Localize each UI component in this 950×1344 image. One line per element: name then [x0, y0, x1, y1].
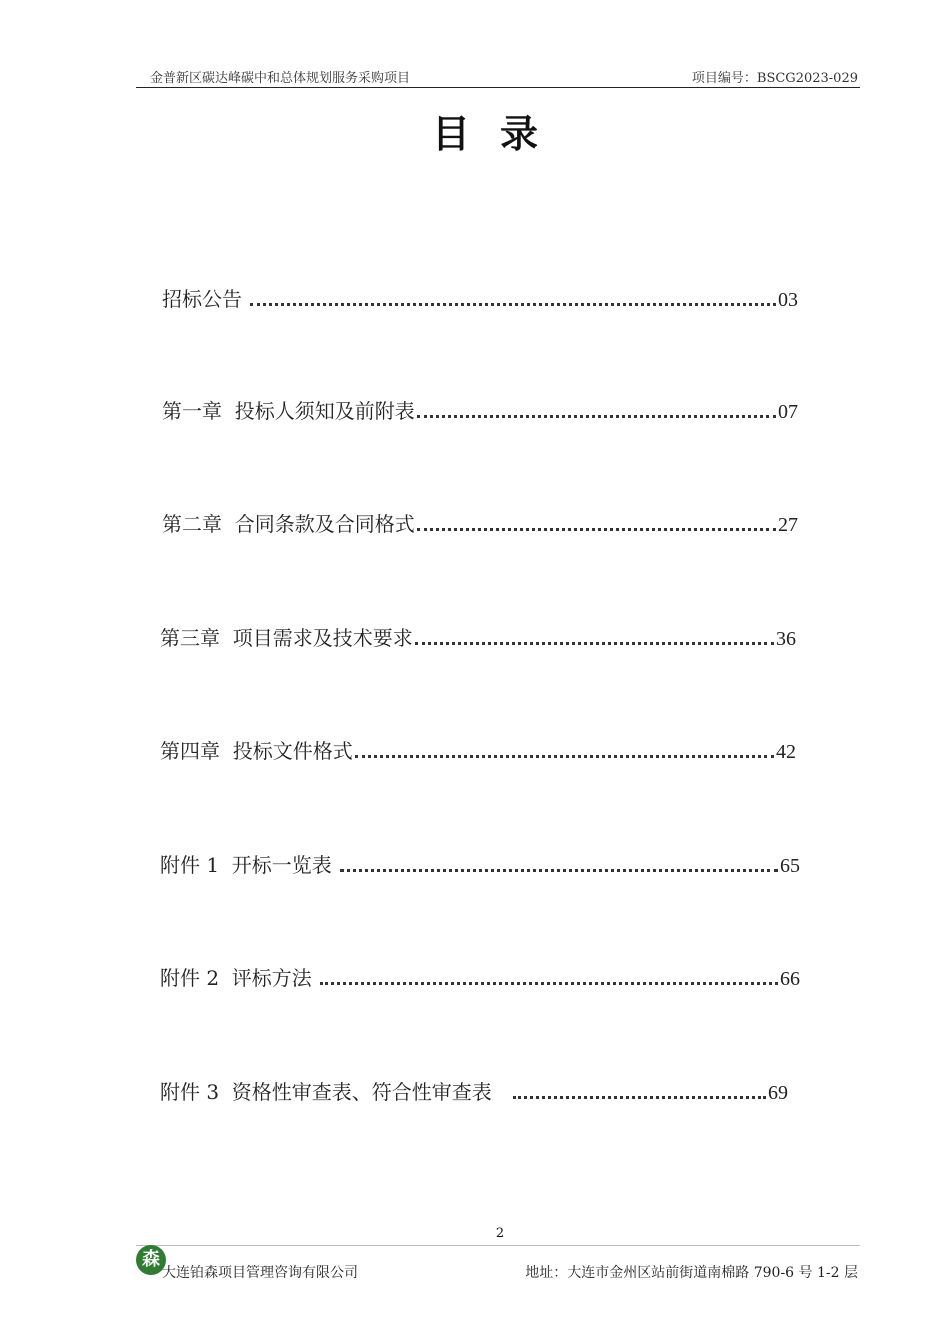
toc-entry-label: 第四章 投标文件格式 — [160, 739, 353, 763]
toc-dot-leader — [355, 755, 774, 758]
toc-dot-leader — [417, 415, 776, 418]
toc-entry-chapter-3[interactable] — [160, 625, 796, 651]
toc-dot-leader — [340, 869, 778, 872]
toc-entry-chapter-2[interactable] — [162, 511, 798, 537]
toc-entry-page: 69 — [768, 1082, 788, 1104]
footer-divider — [136, 1245, 860, 1246]
header-project-code: 项目编号：BSCG2023-029 — [691, 71, 858, 86]
toc-entry-page: 27 — [778, 514, 798, 536]
toc-entry-page: 07 — [778, 401, 798, 423]
header-divider — [136, 87, 860, 88]
toc-entry-label: 第二章 合同条款及合同格式 — [162, 512, 415, 536]
toc-dot-leader — [320, 982, 778, 985]
toc-entry-label: 附件 2 评标方法 — [160, 966, 319, 990]
toc-dot-leader — [417, 528, 776, 531]
toc-dot-leader — [250, 303, 776, 306]
toc-entry-page: 36 — [776, 628, 796, 650]
toc-entry-chapter-4[interactable] — [160, 738, 796, 764]
toc-entry-page: 65 — [780, 855, 800, 877]
toc-entry-label: 第三章 项目需求及技术要求 — [160, 626, 413, 650]
toc-dot-leader — [415, 642, 774, 645]
company-logo-icon: 森 — [136, 1245, 166, 1275]
toc-entry-page: 66 — [780, 968, 800, 990]
toc-entry-appendix-1[interactable] — [160, 852, 800, 878]
toc-entry-chapter-1[interactable] — [162, 398, 798, 424]
page-title: 目录 — [431, 112, 568, 156]
toc-entry-label: 招标公告 — [162, 287, 249, 311]
toc-entry-page: 03 — [778, 289, 798, 311]
toc-entry-tender-notice[interactable] — [162, 286, 798, 312]
toc-entry-appendix-3[interactable] — [160, 1079, 788, 1105]
header-project-name: 金普新区碳达峰碳中和总体规划服务采购项目 — [150, 71, 411, 86]
toc-entry-page: 42 — [776, 741, 796, 763]
toc-entry-label: 附件 3 资格性审查表、符合性审查表 — [160, 1080, 511, 1104]
footer-company-name: 大连铂森项目管理咨询有限公司 — [162, 1265, 358, 1281]
toc-entry-label: 第一章 投标人须知及前附表 — [162, 399, 415, 423]
page-number: 2 — [495, 1226, 505, 1241]
footer-address: 地址：大连市金州区站前街道南棉路 790-6 号 1-2 层 — [525, 1265, 858, 1281]
toc-entry-label: 附件 1 开标一览表 — [160, 853, 339, 877]
toc-entry-appendix-2[interactable] — [160, 965, 800, 991]
toc-dot-leader — [513, 1096, 766, 1099]
